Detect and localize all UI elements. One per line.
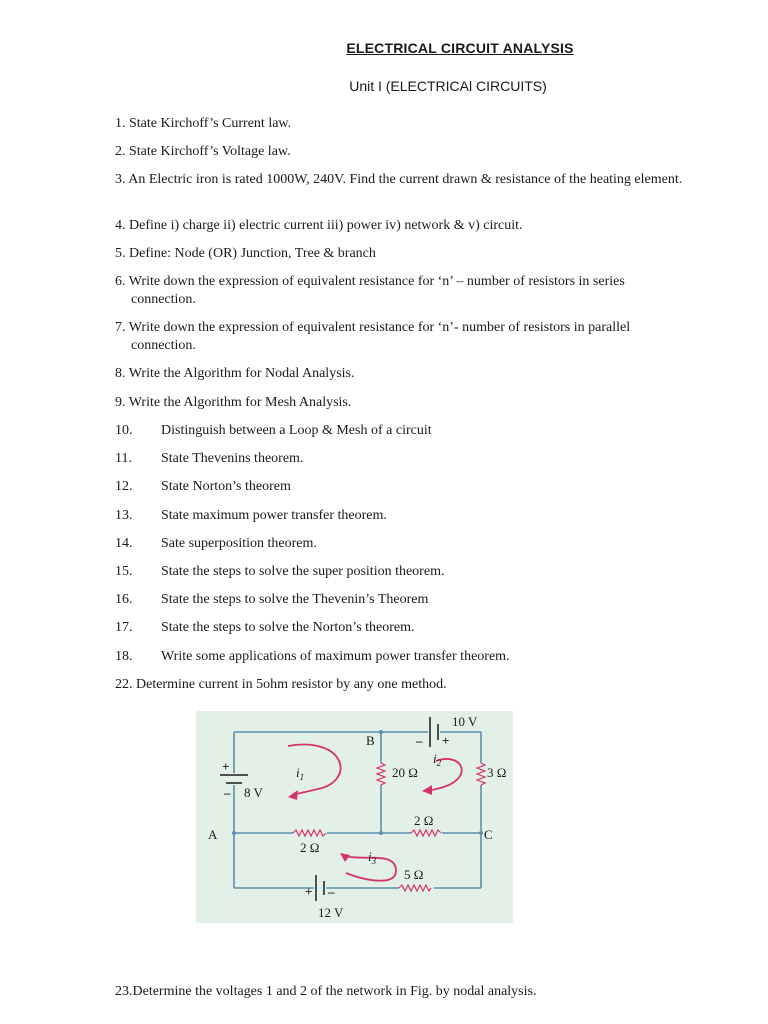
label-2-ohm-left: 2 Ω xyxy=(300,840,320,855)
question-14 xyxy=(115,535,317,553)
question-text: State Thevenins theorem. xyxy=(161,451,304,466)
question-text: State Kirchoff’s Current law. xyxy=(129,116,292,131)
question-text: State Norton’s theorem xyxy=(161,479,291,494)
question-number: 2. xyxy=(115,144,126,159)
question-8 xyxy=(115,365,355,383)
question-number: 4. xyxy=(115,218,126,233)
question-number: 7. xyxy=(115,320,126,335)
question-17 xyxy=(115,619,415,637)
question-13 xyxy=(115,507,387,525)
label-8v: 8 V xyxy=(244,785,263,800)
label-12v-minus: – xyxy=(328,884,335,899)
question-text: Write down the expression of equivalent resistance for ‘n’- number of resistors in parallel connection. xyxy=(128,320,631,353)
label-3-ohm: 3 Ω xyxy=(487,765,507,780)
circuit-diagram xyxy=(196,711,513,923)
question-text: Write down the expression of equivalent resistance for ‘n’ – number of resistors in series connection. xyxy=(128,274,625,307)
question-1 xyxy=(115,115,291,133)
question-22 xyxy=(115,676,447,694)
node-c-label: C xyxy=(484,827,493,842)
question-text: Define: Node (OR) Junction, Tree & branch xyxy=(129,246,376,261)
label-12v: 12 V xyxy=(318,905,344,920)
question-text: Determine the voltages 1 and 2 of the network in Fig. by nodal analysis. xyxy=(132,984,537,999)
question-number: 3. xyxy=(115,172,126,187)
label-2-ohm-right: 2 Ω xyxy=(414,813,434,828)
label-8v-minus: – xyxy=(224,785,231,800)
question-number: 18. xyxy=(115,649,133,664)
question-text: Define i) charge ii) electric current iii) power iv) network & v) circuit. xyxy=(129,218,523,233)
current-2-subscript: 2 xyxy=(436,758,442,768)
page-subtitle: Unit I (ELECTRICAl CIRCUITS) xyxy=(349,78,547,94)
question-number: 8. xyxy=(115,366,126,381)
question-text: Sate superposition theorem. xyxy=(161,536,317,551)
label-20-ohm: 20 Ω xyxy=(392,765,418,780)
circuit-background xyxy=(196,711,513,923)
question-5 xyxy=(115,245,376,263)
question-number: 10. xyxy=(115,423,133,438)
question-number: 16. xyxy=(115,592,133,607)
question-7 xyxy=(115,319,691,355)
question-11 xyxy=(115,450,303,468)
question-10 xyxy=(115,422,432,440)
node-a-label: A xyxy=(208,827,218,842)
question-6 xyxy=(115,273,691,309)
question-number: 12. xyxy=(115,479,133,494)
question-number: 11. xyxy=(115,451,132,466)
question-text: Determine current in 5ohm resistor by any one method. xyxy=(136,677,447,692)
current-1-symbol: i xyxy=(296,765,300,780)
question-text: An Electric iron is rated 1000W, 240V. Find the current drawn & resistance of the heating element. xyxy=(128,172,683,187)
question-9 xyxy=(115,394,351,412)
question-number: 9. xyxy=(115,395,126,410)
label-10v-plus: + xyxy=(442,733,450,748)
current-1-subscript: 1 xyxy=(299,772,305,782)
question-number: 13. xyxy=(115,508,133,523)
question-text: Distinguish between a Loop & Mesh of a circuit xyxy=(161,423,432,438)
question-number: 17. xyxy=(115,620,133,635)
question-text: State Kirchoff’s Voltage law. xyxy=(129,144,291,159)
label-5-ohm: 5 Ω xyxy=(404,867,424,882)
question-number: 14. xyxy=(115,536,133,551)
question-text: Write the Algorithm for Nodal Analysis. xyxy=(128,366,355,381)
question-16 xyxy=(115,591,428,609)
question-text: Write some applications of maximum power transfer theorem. xyxy=(161,649,510,664)
question-text: State the steps to solve the super position theorem. xyxy=(161,564,445,579)
question-number: 15. xyxy=(115,564,133,579)
question-12 xyxy=(115,478,291,496)
question-2 xyxy=(115,143,291,161)
current-3-symbol: i xyxy=(368,849,372,864)
question-18 xyxy=(115,648,510,666)
question-number: 5. xyxy=(115,246,126,261)
label-10v-minus: – xyxy=(416,733,423,748)
label-12v-plus: + xyxy=(305,884,313,899)
question-23 xyxy=(115,983,536,1001)
node-b-label: B xyxy=(366,733,375,748)
question-number: 6. xyxy=(115,274,126,289)
question-number: 1. xyxy=(115,116,126,131)
label-8v-plus: + xyxy=(222,759,230,774)
question-text: Write the Algorithm for Mesh Analysis. xyxy=(128,395,352,410)
question-text: State the steps to solve the Thevenin’s Theorem xyxy=(161,592,429,607)
current-3-subscript: 3 xyxy=(371,856,377,866)
question-15 xyxy=(115,563,444,581)
question-number: 23. xyxy=(115,984,133,999)
question-4 xyxy=(115,217,523,235)
question-text: State maximum power transfer theorem. xyxy=(161,508,387,523)
question-number: 22. xyxy=(115,677,133,692)
label-10v: 10 V xyxy=(452,714,478,729)
page-title: ELECTRICAL CIRCUIT ANALYSIS xyxy=(346,40,574,56)
question-text: State the steps to solve the Norton’s theorem. xyxy=(161,620,415,635)
question-3 xyxy=(115,171,691,189)
current-2-symbol: i xyxy=(433,751,437,766)
